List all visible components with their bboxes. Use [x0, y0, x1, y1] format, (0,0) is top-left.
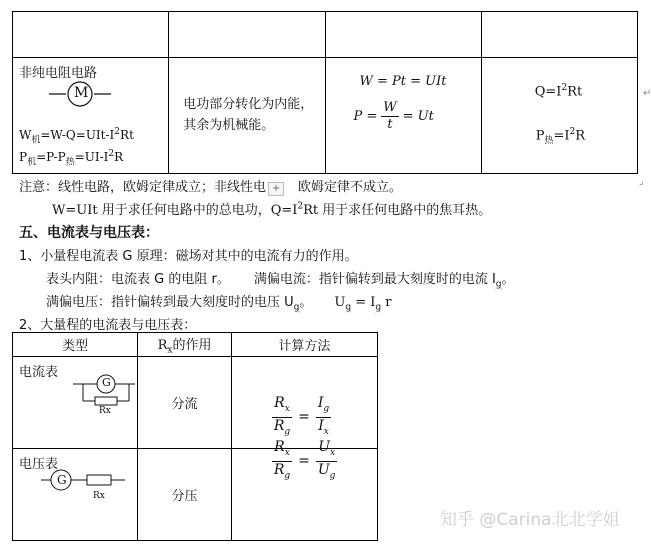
power-fraction — [381, 100, 398, 133]
heat-formula — [535, 83, 582, 99]
shunt-left-fraction — [272, 395, 292, 440]
header-role-sub: x — [167, 345, 173, 356]
hp-tail: R — [575, 128, 586, 144]
power-left: P = — [353, 109, 378, 124]
heat-tail: Rt — [567, 84, 583, 100]
mult-left-fraction — [272, 439, 292, 484]
p3-e: r — [381, 295, 392, 310]
energy-conversion-text: 电功部分转化为内能，其余为机械能。 — [183, 97, 314, 133]
header-type-label: 类型 — [62, 339, 89, 354]
header-method — [231, 333, 377, 357]
heat-power-formula — [536, 127, 585, 146]
p2-b-sub: g — [495, 279, 502, 290]
voltmeter-role-cell — [138, 449, 232, 541]
f1-rest: =W-Q=UIt-I — [40, 128, 115, 142]
note-line2-sup: 2 — [297, 201, 304, 212]
mult-rd-sub: g — [329, 470, 336, 481]
ammeter-role-cell — [138, 357, 232, 449]
shunt-rn: I — [317, 395, 324, 411]
p3-c-sub: g — [345, 302, 352, 313]
mult-right-fraction — [316, 439, 338, 484]
note-line1-b: 欧姆定律不成立。 — [298, 180, 403, 195]
header-type — [13, 333, 138, 357]
note-line2-a: W=UIt — [52, 203, 98, 218]
note-line2-c: Q=I — [270, 203, 298, 218]
meter-table — [12, 332, 378, 541]
heat-pre: Q=I — [534, 84, 562, 100]
f2-prefix: P — [19, 150, 28, 164]
work-formula: W = Pt = UIt — [359, 74, 447, 89]
f1-tail: Rt — [120, 128, 134, 142]
nonpure-title: 非纯电阻电路 — [19, 66, 98, 81]
p2-b: 满偏电流：指针偏转到最大刻度时的电流 I — [253, 272, 496, 287]
top-empty-cell-3 — [325, 12, 481, 58]
f2-sub: 机 — [27, 157, 37, 168]
watermark: 知乎 @Carina北北学姐 — [440, 510, 620, 530]
voltmeter-method-cell — [231, 439, 377, 541]
note-line2-e: 用于求任何电路中的焦耳热。 — [318, 203, 492, 218]
hp-sup: 2 — [569, 127, 576, 137]
section-heading: 五、电流表与电压表： — [19, 225, 159, 241]
ammeter-label: 电流表 — [19, 365, 59, 380]
section-p1: 1、小量程电流表 G 原理：磁场对其中的电流有力的作用。 — [19, 249, 358, 264]
shunt-equation — [272, 395, 331, 440]
hp-sub: 热 — [544, 135, 554, 146]
p2-a: 表头内阻：电流表 G 的电阻 r。 — [46, 272, 230, 287]
add-row-icon[interactable]: + — [268, 182, 284, 196]
heat-cell — [481, 58, 637, 174]
shunt-eq: = — [298, 409, 310, 426]
f2-sup: 2 — [108, 149, 115, 159]
ammeter-meter-letter: G — [102, 376, 111, 389]
f2-rest: =UI-I — [74, 150, 109, 164]
voltmeter-meter-letter: G — [57, 473, 67, 487]
hp-mid: =I — [553, 128, 570, 144]
p3-d-sub: g — [375, 302, 382, 313]
shunt-ld: R — [273, 417, 285, 434]
p2-c: 。 — [501, 272, 515, 287]
mult-ld-sub: g — [284, 470, 291, 481]
power-frac-num: W — [383, 100, 397, 115]
multiplier-equation — [272, 439, 338, 484]
mech-work-formula — [19, 127, 134, 145]
top-empty-cell-1 — [13, 12, 169, 58]
shunt-right-fraction — [316, 395, 331, 440]
f2-mid: =P-P — [36, 150, 66, 164]
section-p3 — [46, 291, 391, 313]
mech-power-formula — [19, 149, 123, 167]
note-line1-a: 注意：线性电路，欧姆定律成立；非线性电 — [19, 180, 267, 195]
top-empty-cell-4 — [481, 12, 637, 58]
motor-letter: M — [74, 85, 89, 101]
shunt-ln-sub: x — [284, 403, 290, 414]
power-frac-den: t — [387, 117, 393, 132]
energy-conversion-cell — [169, 58, 325, 174]
mult-ln-sub: x — [284, 447, 290, 458]
header-role — [138, 333, 232, 357]
f1-sub: 机 — [31, 135, 41, 146]
note-line-2 — [52, 199, 491, 218]
note-line2-d: Rt — [303, 203, 319, 218]
f2-tail: R — [114, 150, 124, 164]
work-power-cell — [325, 58, 481, 174]
mult-rn: U — [318, 439, 331, 455]
top-table — [12, 11, 638, 174]
ammeter-method-cell — [231, 357, 377, 449]
header-role-post: 的作用 — [172, 337, 212, 353]
header-role-pre: R — [157, 337, 168, 353]
ammeter-resistor-label: Rx — [99, 406, 111, 416]
voltmeter-label: 电压表 — [19, 457, 59, 472]
mult-rn-sub: x — [330, 447, 336, 458]
voltmeter-role: 分压 — [171, 489, 198, 504]
shunt-ln: R — [274, 395, 285, 411]
ammeter-role: 分流 — [171, 397, 198, 412]
table-arrow-icon[interactable]: ↵ — [643, 88, 651, 99]
f2-sub2: 热 — [65, 157, 75, 168]
power-right: = Ut — [402, 109, 434, 124]
p3-c: U — [334, 295, 346, 310]
voltmeter-type-cell — [13, 449, 138, 541]
section-p2 — [46, 268, 515, 290]
table-resize-icon[interactable]: ⌟ — [639, 176, 644, 187]
header-method-label: 计算方法 — [278, 339, 331, 354]
nonpure-resistor-cell — [13, 58, 169, 174]
p3-a-sub: g — [293, 302, 300, 313]
p3-b: 。 — [299, 295, 313, 310]
mult-ln: R — [274, 439, 285, 455]
mult-rd: U — [317, 461, 330, 478]
section-p4: 2、大量程的电流表与电压表： — [19, 318, 197, 333]
p3-a: 满偏电压：指针偏转到最大刻度时的电压 U — [46, 295, 294, 310]
note-line-1 — [19, 176, 402, 196]
heat-sup: 2 — [561, 83, 568, 93]
shunt-rd-sub: x — [323, 426, 329, 437]
p3-d: = I — [351, 295, 376, 310]
hp-pre: P — [535, 128, 545, 144]
note-line2-b: 用于求任何电路中的总电功， — [97, 203, 271, 218]
power-formula — [354, 100, 434, 133]
ammeter-type-cell — [13, 357, 138, 449]
f1-sup: 2 — [114, 127, 121, 137]
top-empty-cell-2 — [169, 12, 325, 58]
f1-prefix: W — [19, 128, 32, 142]
mult-eq: = — [298, 453, 310, 470]
shunt-rd: I — [318, 417, 324, 434]
shunt-rn-sub: g — [323, 403, 330, 414]
voltmeter-circuit — [41, 469, 125, 491]
voltmeter-resistor-label: Rx — [93, 491, 105, 501]
shunt-ld-sub: g — [284, 426, 291, 437]
mult-ld: R — [273, 461, 285, 478]
